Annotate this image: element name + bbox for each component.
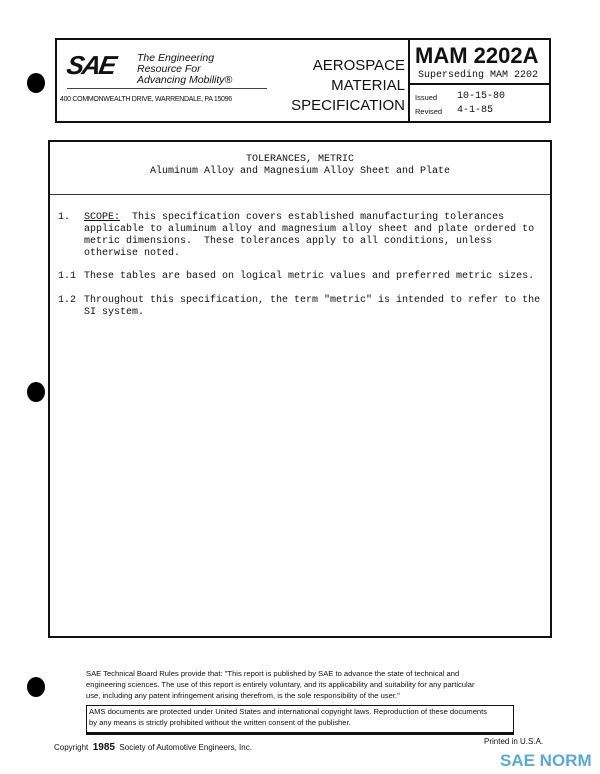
sae-logo: SAE xyxy=(64,50,118,80)
board-rules xyxy=(86,668,474,701)
watermark-logo: SAE NORM xyxy=(500,751,592,770)
copyright-year: 1985 xyxy=(92,742,115,753)
copyright-line xyxy=(54,742,252,753)
section-number: 1.2 xyxy=(58,295,77,306)
revised-date: 4-1-85 xyxy=(457,105,494,116)
issued-date: 10-15-80 xyxy=(457,91,506,102)
doc-type xyxy=(277,56,405,116)
section-scope xyxy=(84,212,534,260)
divider xyxy=(50,194,550,195)
text-line: otherwise noted. xyxy=(84,248,181,259)
text-line: metric dimensions. These tolerances apply to all conditions, unless xyxy=(84,236,493,247)
tagline-line: Advancing Mobility® xyxy=(137,74,233,86)
text-line: AMS documents are protected under United States and international copyright laws. Reproduction of these documents xyxy=(89,707,488,716)
section-number: 1.1 xyxy=(58,271,77,282)
address: 400 COMMONWEALTH DRIVE, WARRENDALE, PA 15096 xyxy=(60,96,232,103)
doc-type-line: AEROSPACE xyxy=(312,57,405,74)
superseding: Superseding MAM 2202 xyxy=(418,70,539,81)
text-line: by any means is strictly prohibited without the written consent of the publisher. xyxy=(89,718,351,727)
doc-subtitle: Aluminum Alloy and Magnesium Alloy Sheet and Plate xyxy=(149,166,451,177)
divider xyxy=(408,40,410,121)
text-line: This specification covers established manufacturing tolerances xyxy=(132,212,505,223)
copyright-notice xyxy=(86,705,514,735)
content-box xyxy=(48,140,552,638)
issued-label: Issued xyxy=(415,93,438,102)
text-line: use, including any patent infringement arising therefrom, is the sole responsibility of the user." xyxy=(86,691,400,700)
divider xyxy=(67,88,267,89)
printed-in: Printed in U.S.A. xyxy=(484,737,544,746)
doc-number: MAM 2202A xyxy=(415,43,539,68)
text-line: SI system. xyxy=(84,307,145,318)
doc-type-line: MATERIAL xyxy=(331,77,405,94)
text-line: engineering sciences. The use of this report is entirely voluntary, and its applicability and suitability for any particular xyxy=(86,680,475,689)
tagline-line: The Engineering xyxy=(137,52,215,64)
text-line: SAE Technical Board Rules provide that: "This report is published by SAE to advance the state of technical and xyxy=(86,669,460,678)
punch-hole xyxy=(27,382,45,402)
text-line: These tables are based on logical metric values and preferred metric sizes. xyxy=(84,271,535,282)
section-heading: SCOPE: xyxy=(84,212,121,223)
text-line: Throughout this specification, the term "metric" is intended to refer to the xyxy=(84,295,541,306)
divider xyxy=(410,83,549,85)
revised-label: Revised xyxy=(415,107,443,116)
punch-hole xyxy=(27,677,45,697)
section-number: 1. xyxy=(58,212,71,223)
tagline xyxy=(137,53,232,86)
copyright-org: Society of Automotive Engineers, Inc. xyxy=(119,743,252,752)
tagline-line: Resource For xyxy=(137,63,201,75)
doc-title: TOLERANCES, METRIC xyxy=(245,154,355,165)
punch-hole xyxy=(27,73,45,93)
doc-type-line: SPECIFICATION xyxy=(291,97,405,114)
text-line: applicable to aluminum alloy and magnesium alloy sheet and plate ordered to xyxy=(84,224,535,235)
copyright-label: Copyright xyxy=(54,743,89,752)
header-box xyxy=(55,38,551,123)
